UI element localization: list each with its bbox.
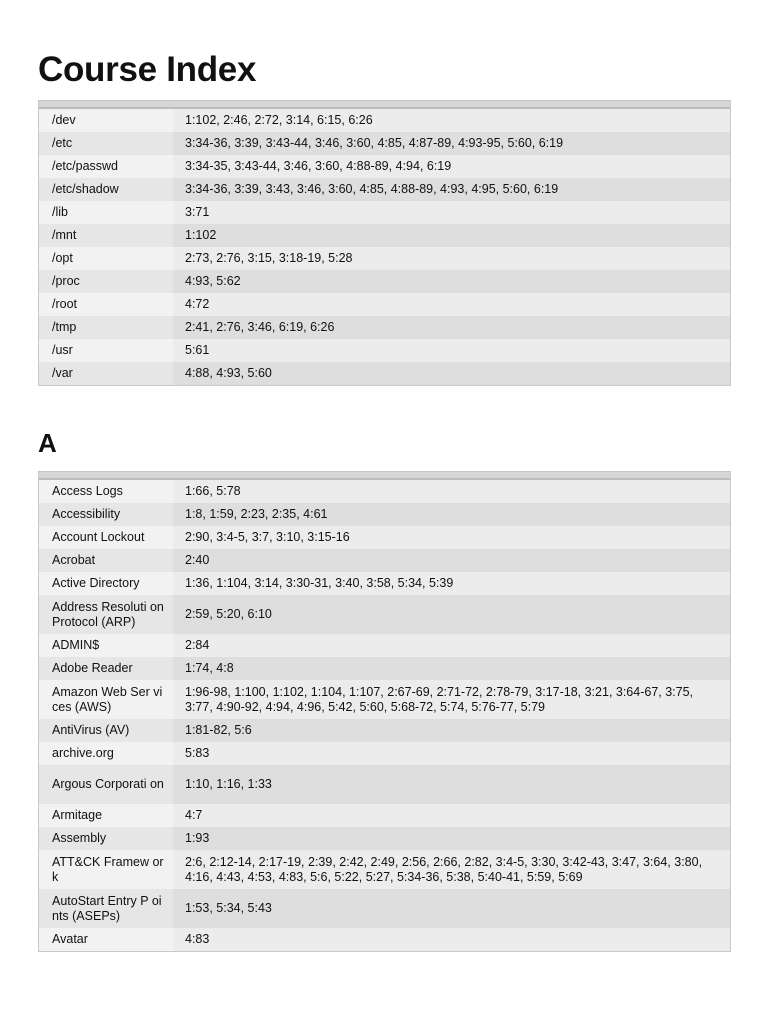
index-row — [39, 109, 730, 132]
index-page-refs: 3:34-36, 3:39, 3:43, 3:46, 3:60, 4:85, 4:88-89, 4:93, 4:95, 5:60, 6:19 — [185, 182, 559, 196]
index-page-refs: 4:93, 5:62 — [185, 274, 241, 288]
index-term: Avatar — [39, 928, 173, 951]
index-row — [39, 850, 730, 889]
index-page-refs: 1:102, 2:46, 2:72, 3:14, 6:15, 6:26 — [185, 113, 373, 127]
table-header — [39, 100, 730, 109]
index-term: /root — [39, 293, 173, 316]
index-row — [39, 889, 730, 928]
index-page-refs: 1:93 — [185, 831, 210, 845]
index-row — [39, 572, 730, 595]
index-row — [39, 178, 730, 201]
index-term: /lib — [39, 201, 173, 224]
index-row — [39, 132, 730, 155]
index-row — [39, 201, 730, 224]
index-term: /etc — [39, 132, 173, 155]
index-page-refs: 3:34-36, 3:39, 3:43-44, 3:46, 3:60, 4:85, 4:87-89, 4:93-95, 5:60, 6:19 — [185, 136, 564, 150]
index-page-refs: 1:10, 1:16, 1:33 — [185, 777, 272, 791]
index-row — [39, 316, 730, 339]
index-page-refs: 5:61 — [185, 343, 210, 357]
index-term: Acrobat — [39, 549, 173, 572]
index-term: Accessibility — [39, 503, 173, 526]
index-row — [39, 293, 730, 316]
index-term: /etc/shadow — [39, 178, 173, 201]
index-row — [39, 634, 730, 657]
index-row — [39, 362, 730, 385]
index-page-refs: 2:59, 5:20, 6:10 — [185, 607, 272, 621]
index-term: /usr — [39, 339, 173, 362]
index-term: Access Logs — [39, 480, 173, 503]
index-term: /etc/passwd — [39, 155, 173, 178]
index-page-refs: 1:66, 5:78 — [185, 484, 241, 498]
index-term: Active Directory — [39, 572, 173, 595]
index-term: /var — [39, 362, 173, 385]
index-term: /opt — [39, 247, 173, 270]
index-row — [39, 928, 730, 951]
index-row — [39, 503, 730, 526]
index-term: Assembly — [39, 827, 173, 850]
index-page-refs: 4:72 — [185, 297, 210, 311]
index-row — [39, 719, 730, 742]
index-page-refs: 4:83 — [185, 932, 210, 946]
index-row — [39, 657, 730, 680]
index-row — [39, 765, 730, 804]
index-term: Armitage — [39, 804, 173, 827]
index-row — [39, 827, 730, 850]
index-term: Amazon Web Ser vices (AWS) — [39, 680, 173, 719]
index-table-paths — [38, 100, 731, 386]
index-row — [39, 804, 730, 827]
section-heading-a: A — [38, 428, 57, 458]
index-page-refs: 2:73, 2:76, 3:15, 3:18-19, 5:28 — [185, 251, 353, 265]
index-term: ATT&CK Framew ork — [39, 850, 173, 889]
index-page-refs: 2:40 — [185, 553, 210, 567]
index-page-refs: 5:83 — [185, 746, 210, 760]
index-term: ADMIN$ — [39, 634, 173, 657]
index-table-a — [38, 471, 731, 952]
index-page-refs: 1:8, 1:59, 2:23, 2:35, 4:61 — [185, 507, 328, 521]
index-row — [39, 339, 730, 362]
index-term: AutoStart Entry P oints (ASEPs) — [39, 889, 173, 928]
index-row — [39, 526, 730, 549]
index-page-refs: 1:74, 4:8 — [185, 661, 234, 675]
index-page-refs: 4:88, 4:93, 5:60 — [185, 366, 272, 380]
index-page-refs: 1:96-98, 1:100, 1:102, 1:104, 1:107, 2:67-69, 2:71-72, 2:78-79, 3:17-18, 3:21, 3:64-67, 3:75, 3:77, 4:90-92, 4:94, 4:96, 5:42, 5:60, 5:68-72, 5:74, 5:76-77, 5:79 — [185, 684, 694, 714]
index-term: /proc — [39, 270, 173, 293]
index-row — [39, 270, 730, 293]
index-term: /tmp — [39, 316, 173, 339]
table-header — [39, 471, 730, 480]
index-term: AntiVirus (AV) — [39, 719, 173, 742]
index-term: Address Resoluti on Protocol (ARP) — [39, 595, 173, 634]
index-page-refs: 3:34-35, 3:43-44, 3:46, 3:60, 4:88-89, 4:94, 6:19 — [185, 159, 452, 173]
index-term: /mnt — [39, 224, 173, 247]
index-row — [39, 549, 730, 572]
page-title: Course Index — [38, 50, 257, 89]
index-term: Argous Corporati on — [39, 765, 173, 804]
index-row — [39, 742, 730, 765]
index-term: /dev — [39, 109, 173, 132]
index-page-refs: 2:84 — [185, 638, 210, 652]
index-term: Account Lockout — [39, 526, 173, 549]
index-page-refs: 2:41, 2:76, 3:46, 6:19, 6:26 — [185, 320, 335, 334]
index-page-refs: 4:7 — [185, 808, 203, 822]
index-row — [39, 480, 730, 503]
index-page-refs: 1:53, 5:34, 5:43 — [185, 901, 272, 915]
index-row — [39, 595, 730, 634]
index-row — [39, 224, 730, 247]
index-page-refs: 3:71 — [185, 205, 210, 219]
index-term: Adobe Reader — [39, 657, 173, 680]
index-page-refs: 2:90, 3:4-5, 3:7, 3:10, 3:15-16 — [185, 530, 350, 544]
index-page-refs: 1:36, 1:104, 3:14, 3:30-31, 3:40, 3:58, 5:34, 5:39 — [185, 576, 454, 590]
index-page-refs: 2:6, 2:12-14, 2:17-19, 2:39, 2:42, 2:49, 2:56, 2:66, 2:82, 3:4-5, 3:30, 3:42-43, 3:47, 3:64, 3:80, 4:16, 4:43, 4:53, 4:83, 5:6, 5:22, 5:27, 5:34-36, 5:38, 5:40-41, 5:59, 5:69 — [185, 854, 703, 884]
index-page-refs: 1:81-82, 5:6 — [185, 723, 252, 737]
index-row — [39, 247, 730, 270]
index-term: archive.org — [39, 742, 173, 765]
index-row — [39, 155, 730, 178]
index-page-refs: 1:102 — [185, 228, 217, 242]
index-row — [39, 680, 730, 719]
